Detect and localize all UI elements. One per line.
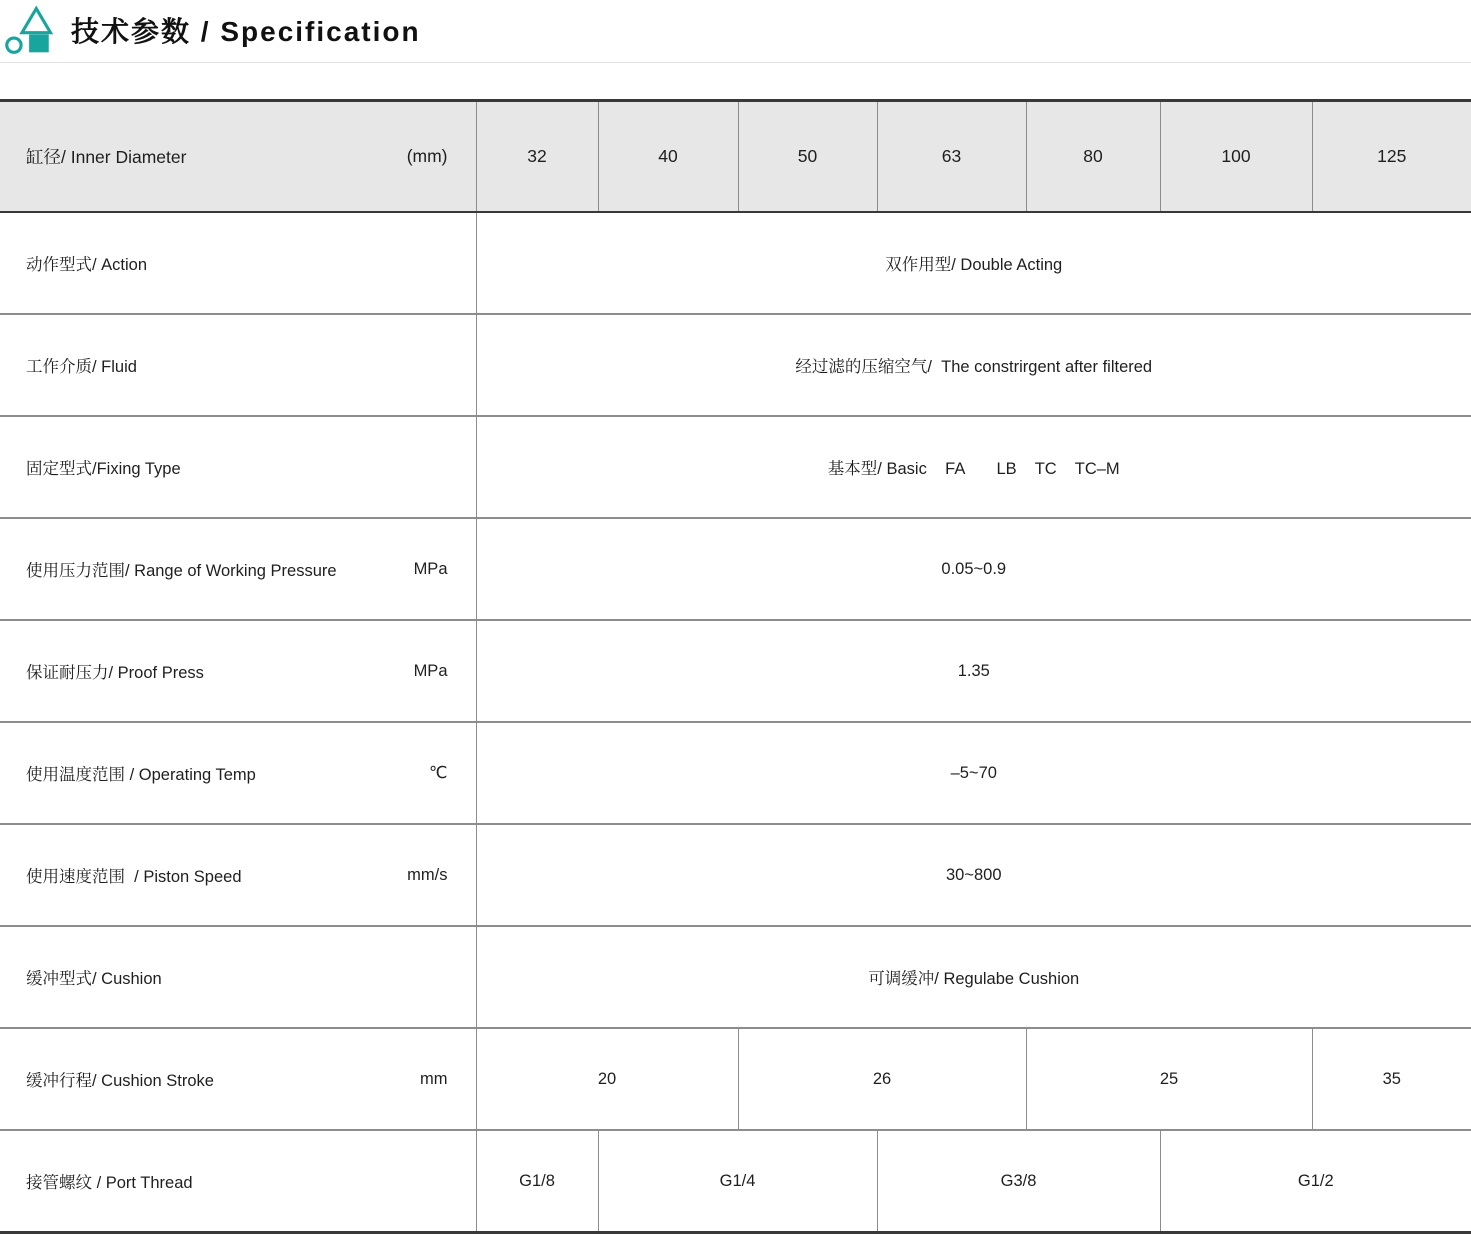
row-label: 使用压力范围/ Range of Working Pressure — [26, 562, 337, 580]
cushion-stroke-value-4: 35 — [1312, 1028, 1471, 1130]
specification-table-section — [0, 99, 1471, 1234]
row-label: 接管螺纹 / Port Thread — [26, 1174, 193, 1192]
row-unit: mm/s — [407, 865, 448, 884]
row-cushion-stroke — [0, 1028, 1471, 1130]
row-action-value: 双作用型/ Double Acting — [476, 212, 1471, 314]
row-proof-pressure-value: 1.35 — [476, 620, 1471, 722]
port-thread-value-4: G1/2 — [1160, 1130, 1471, 1233]
diameter-col-63: 63 — [877, 101, 1026, 213]
table-header-row — [0, 101, 1471, 213]
row-operating-temp — [0, 722, 1471, 824]
row-label: 固定型式/Fixing Type — [26, 460, 181, 478]
row-cushion-value: 可调缓冲/ Regulabe Cushion — [476, 926, 1471, 1028]
row-unit: ℃ — [428, 764, 448, 782]
port-thread-value-1: G1/8 — [476, 1130, 598, 1233]
row-unit: MPa — [413, 661, 448, 680]
row-label: 使用速度范围 / Piston Speed — [26, 868, 242, 886]
port-thread-value-2: G1/4 — [598, 1130, 877, 1233]
row-label: 缓冲型式/ Cushion — [26, 970, 162, 988]
port-thread-value-3: G3/8 — [877, 1130, 1160, 1233]
row-fixing-type — [0, 416, 1471, 518]
row-unit: mm — [420, 1069, 448, 1088]
header-unit: (mm) — [406, 146, 448, 166]
header-label-cell — [0, 101, 476, 213]
row-fluid — [0, 314, 1471, 416]
row-cushion — [0, 926, 1471, 1028]
row-cushion-stroke-label-cell — [0, 1028, 476, 1130]
diameter-col-40: 40 — [598, 101, 738, 213]
row-working-pressure-label-cell — [0, 518, 476, 620]
row-working-pressure — [0, 518, 1471, 620]
row-label: 保证耐压力/ Proof Press — [26, 664, 204, 682]
row-label: 动作型式/ Action — [26, 256, 148, 274]
row-fixing-type-value: 基本型/ Basic FA LB TC TC–M — [476, 416, 1471, 518]
diameter-col-100: 100 — [1160, 101, 1312, 213]
row-proof-pressure-label-cell — [0, 620, 476, 722]
page-title: 技术参数 / Specification — [71, 16, 421, 47]
row-label: 缓冲行程/ Cushion Stroke — [26, 1072, 214, 1090]
title-bar — [0, 0, 1471, 63]
header-label: 缸径/ Inner Diameter — [26, 147, 187, 167]
row-action — [0, 212, 1471, 314]
cushion-stroke-value-1: 20 — [476, 1028, 738, 1130]
row-port-thread — [0, 1130, 1471, 1233]
row-fixing-type-label-cell — [0, 416, 476, 518]
specification-table — [0, 99, 1471, 1234]
diameter-col-125: 125 — [1312, 101, 1471, 213]
row-piston-speed — [0, 824, 1471, 926]
cushion-stroke-value-2: 26 — [738, 1028, 1026, 1130]
row-piston-speed-value: 30~800 — [476, 824, 1471, 926]
row-operating-temp-label-cell — [0, 722, 476, 824]
diameter-col-50: 50 — [738, 101, 877, 213]
row-cushion-label-cell — [0, 926, 476, 1028]
row-unit: MPa — [413, 559, 448, 578]
cushion-stroke-value-3: 25 — [1026, 1028, 1312, 1130]
row-operating-temp-value: –5~70 — [476, 722, 1471, 824]
row-piston-speed-label-cell — [0, 824, 476, 926]
geometry-logo-icon — [4, 5, 56, 55]
row-port-thread-label-cell — [0, 1130, 476, 1233]
row-working-pressure-value: 0.05~0.9 — [476, 518, 1471, 620]
row-label: 工作介质/ Fluid — [26, 358, 137, 376]
row-label: 使用温度范围 / Operating Temp — [26, 766, 256, 784]
diameter-col-80: 80 — [1026, 101, 1160, 213]
row-proof-pressure — [0, 620, 1471, 722]
diameter-col-32: 32 — [476, 101, 598, 213]
row-action-label-cell — [0, 212, 476, 314]
row-fluid-value: 经过滤的压缩空气/ The constrirgent after filtered — [476, 314, 1471, 416]
row-fluid-label-cell — [0, 314, 476, 416]
